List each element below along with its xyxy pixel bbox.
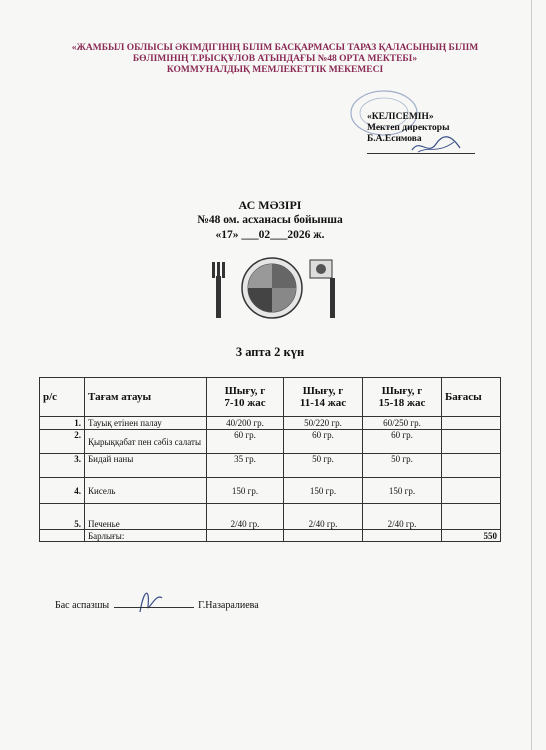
header-age1-range: 7-10 жас (224, 397, 266, 409)
row-price (442, 417, 501, 430)
header-line-2: БӨЛІМІНІҢ Т.РЫСҚҰЛОВ АТЫНДАҒЫ №48 ОРТА МЕКТЕБІ» (132, 54, 418, 64)
row-name: Қырыққабат пен сәбіз салаты (85, 430, 207, 454)
table-row (40, 417, 501, 430)
table-row (40, 430, 501, 454)
header-price: Бағасы (442, 378, 501, 417)
row-no: 1. (40, 417, 85, 430)
row-no: 5. (40, 504, 85, 530)
header-age3-range: 15-18 жас (378, 397, 426, 409)
table-row (40, 478, 501, 504)
header-age2 (284, 378, 363, 417)
signature-line (114, 607, 194, 608)
row-a3: 60/250 гр. (363, 417, 442, 430)
table-header-row (40, 378, 501, 417)
row-no: 3. (40, 454, 85, 478)
menu-title: АС МӘЗІРІ (238, 198, 302, 212)
signature-footer (55, 600, 259, 611)
header-line-3: КОММУНАЛДЫҚ МЕМЛЕКЕТТІК МЕКЕМЕСІ (166, 65, 384, 75)
chef-role: Бас аспазшы (55, 600, 110, 611)
row-a1: 60 гр. (207, 430, 284, 454)
row-price (442, 478, 501, 504)
table-total-row (40, 530, 501, 542)
table-row (40, 504, 501, 530)
row-price (442, 430, 501, 454)
institution-header (40, 43, 510, 76)
row-a1: 2/40 гр. (207, 504, 284, 530)
row-a3: 50 гр. (363, 454, 442, 478)
row-a3: 60 гр. (363, 430, 442, 454)
row-a1: 35 гр. (207, 454, 284, 478)
approval-role: Мектеп директоры (367, 123, 450, 133)
food-plate-icon (210, 256, 342, 320)
menu-subtitle: №48 ом. асханасы бойынша (197, 214, 343, 226)
row-price (442, 504, 501, 530)
approval-name: Б.А.Есимова (367, 134, 422, 144)
row-a2: 50 гр. (284, 454, 363, 478)
row-a1: 40/200 гр. (207, 417, 284, 430)
row-no: 4. (40, 478, 85, 504)
row-a3: 150 гр. (363, 478, 442, 504)
total-empty (207, 530, 284, 542)
total-empty (40, 530, 85, 542)
total-empty (284, 530, 363, 542)
total-empty (363, 530, 442, 542)
week-day-label: 3 апта 2 күн (235, 345, 305, 359)
header-age2-title: Шығу, г (302, 385, 344, 397)
header-name: Тағам атауы (85, 378, 207, 417)
row-name: Тауық етінен палау (85, 417, 207, 430)
row-name: Бидай наны (85, 454, 207, 478)
menu-date: «17» ___02___2026 ж. (215, 229, 325, 241)
chef-name: Г.Назаралиева (198, 600, 259, 611)
director-signature-icon (408, 132, 464, 158)
row-name: Кисель (85, 478, 207, 504)
row-price (442, 454, 501, 478)
header-age3 (363, 378, 442, 417)
row-a2: 60 гр. (284, 430, 363, 454)
row-a2: 2/40 гр. (284, 504, 363, 530)
row-a1: 150 гр. (207, 478, 284, 504)
header-age1-title: Шығу, г (224, 385, 266, 397)
row-a2: 150 гр. (284, 478, 363, 504)
header-age1 (207, 378, 284, 417)
menu-title-block (100, 198, 440, 243)
header-line-1: «ЖАМБЫЛ ОБЛЫСЫ ӘКІМДІГІНІҢ БІЛІМ БАСҚАРМАСЫ ТАРАЗ ҚАЛАСЫНЫҢ БІЛІМ (71, 43, 479, 53)
header-age2-range: 11-14 жас (299, 397, 347, 409)
page-edge (531, 0, 532, 750)
approval-heading: «КЕЛІСЕМІН» (367, 112, 434, 122)
total-price: 550 (442, 530, 501, 542)
row-a3: 2/40 гр. (363, 504, 442, 530)
row-no: 2. (40, 430, 85, 454)
header-no: р/с (40, 378, 85, 417)
total-label: Барлығы: (85, 530, 207, 542)
menu-table (39, 377, 501, 542)
row-a2: 50/220 гр. (284, 417, 363, 430)
table-row (40, 454, 501, 478)
row-name: Печенье (85, 504, 207, 530)
header-age3-title: Шығу, г (381, 385, 423, 397)
